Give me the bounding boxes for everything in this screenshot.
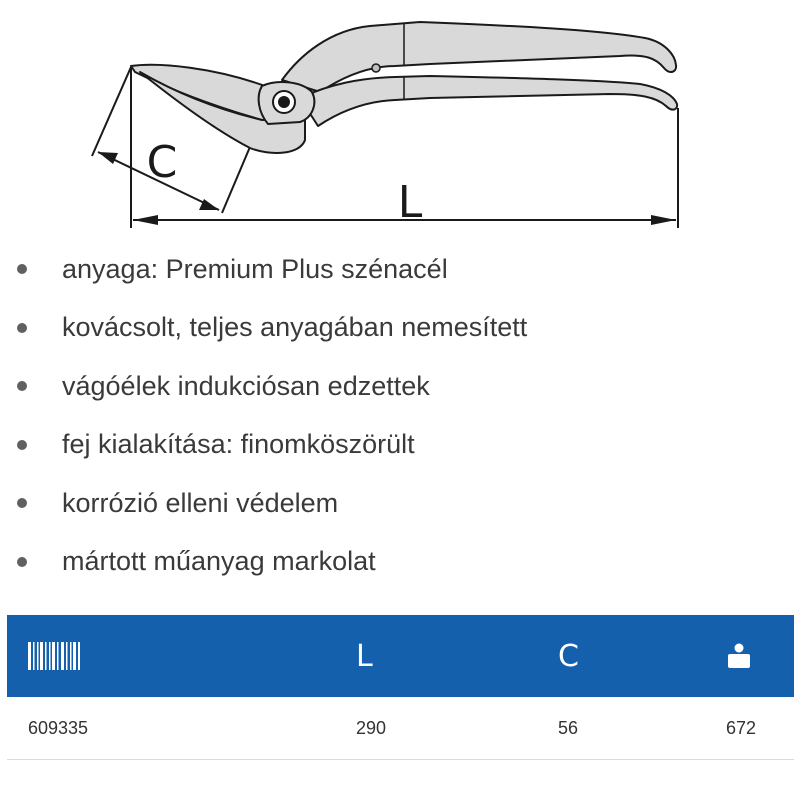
shears-technical-drawing	[0, 0, 800, 245]
feature-text: fej kialakítása: finomköszörült	[62, 429, 415, 460]
cell-code: 609335	[28, 717, 89, 738]
feature-item	[0, 416, 800, 475]
pivot-bolt	[273, 91, 295, 113]
dimension-l-label: L	[397, 177, 423, 228]
spec-table	[7, 615, 794, 760]
header-weight	[726, 615, 752, 697]
header-cut-label: C	[558, 638, 579, 674]
bullet-icon	[17, 381, 27, 391]
header-cut	[558, 615, 579, 697]
feature-item	[0, 474, 800, 533]
cell-length: 290	[356, 717, 387, 738]
feature-item	[0, 533, 800, 592]
feature-item	[0, 299, 800, 358]
bullet-icon	[17, 498, 27, 508]
bullet-icon	[17, 557, 27, 567]
cell-cut: 56	[558, 717, 579, 738]
feature-text: kovácsolt, teljes anyagában nemesített	[62, 312, 528, 343]
bullet-icon	[17, 264, 27, 274]
header-length-label: L	[356, 638, 373, 674]
table-row	[7, 697, 794, 760]
spec-table-header	[7, 615, 794, 697]
bullet-icon	[17, 323, 27, 333]
feature-text: korrózió elleni védelem	[62, 487, 339, 518]
dimension-c-label: C	[146, 137, 178, 188]
feature-item	[0, 357, 800, 416]
feature-list	[0, 240, 800, 591]
feature-text: mártott műanyag markolat	[62, 546, 376, 577]
cell-weight: 672	[726, 717, 757, 738]
weight-icon	[726, 643, 752, 669]
feature-item	[0, 240, 800, 299]
feature-text: anyaga: Premium Plus szénacél	[62, 253, 448, 284]
header-code	[28, 615, 80, 697]
bullet-icon	[17, 440, 27, 450]
feature-text: vágóélek indukciósan edzettek	[62, 370, 430, 401]
spring-stop	[372, 64, 380, 72]
header-length	[356, 615, 373, 697]
barcode-icon	[28, 642, 80, 670]
